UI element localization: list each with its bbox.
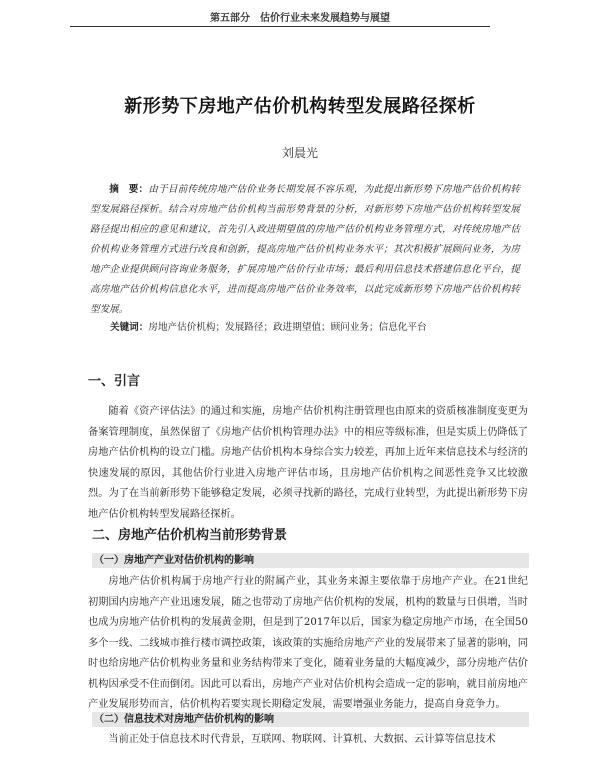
- article-title: 新形势下房地产估价机构转型发展路径探析: [124, 96, 476, 117]
- subsection-2-2-heading: （二）信息技术对房地产估价机构的影响: [92, 712, 529, 727]
- running-head: 第五部分 估价行业未来发展趋势与展望: [210, 13, 390, 24]
- keywords: [110, 318, 530, 338]
- abstract-text: 由于目前传统房地产估价业务长期发展不容乐观，为此提出新形势下房地产估价机构转型发展路径探析。结合对房地产估价机构当前形势背景的分析，对新形势下房地产估价机构转型发展路径提出相应的意见和建议，首先引入政进期望值的房地产估价机构业务管理方式，对传统房地产估价机构业务管理方式进行改良和创新，提高房地产估价机构业务水平；其次积极扩展顾问业务，为房地产企业提供顾问咨询业务服务，扩展房地产估价行业市场；最后利用信息技术搭建信息化平台，提高房地产估价机构信息化水平，进而提高房地产估价业务效率，以此完成新形势下房地产估价机构转型发展。: [90, 184, 521, 315]
- subsection-2-1-heading: （一）房地产产业对估价机构的影响: [92, 553, 529, 568]
- section-2-heading: 二、房地产估价机构当前形势背景: [92, 528, 288, 543]
- subsection-2-1-paragraph: 房地产估价机构属于房地产行业的附属产业，其业务来源主要依靠于房地产产业。在21世纪初期国内房地产产业迅速发展，随之也带动了房地产估价机构的发展，机构的数量与日俱增，当时也成为房地产估价机构的发展黄金期，但是到了2017年以后，国家为稳定房地产市场，在全国50多个一线、二线城市推行楼市调控政策，该政策的实施给房地产产业的发展带来了显著的影响，同时也给房地产估价机构业务量和业务结构带来了变化，随着业务量的大幅度减少，部分房地产估价机构因承受不住而倒闭。因此可以看出，房地产产业对估价机构会造成一定的影响，就目前房地产产业发展形势而言，估价机构若要实现长期稳定发展，需要增强业务能力，提高自身竞争力。: [88, 576, 528, 710]
- abstract-label: 摘 要：: [109, 184, 149, 195]
- section-1-paragraph: 随着《资产评估法》的通过和实施，房地产估价机构注册管理也由原来的资质核准制度变更为备案管理制度，虽然保留了《房地产估价机构管理办法》中的相应等级标准，但是实质上仍降低了房地产估价机构的设立门槛。房地产估价机构本身综合实力较差，再加上近年来信息技术与经济的快速发展的原因，其他估价行业进入房地产评估市场，且房地产估价机构之间恶性竞争又比较激烈。为了在当前新形势下能够稳定发展，必须寻找新的路径，完成行业转型，为此提出新形势下房地产估价机构转型发展路径探析。: [88, 406, 528, 520]
- article-author: 刘晨光: [281, 146, 318, 160]
- keywords-text: 房地产估价机构；发展路径；政进期望值；顾问业务；信息化平台: [148, 322, 427, 333]
- subsection-2-2-paragraph: 当前正处于信息技术时代背景，互联网、物联网、计算机、大数据、云计算等信息技术: [108, 734, 496, 745]
- header-rule: [70, 26, 490, 27]
- abstract: [90, 180, 520, 320]
- section-1-heading: 一、引言: [88, 374, 141, 389]
- keywords-label: 关键词：: [110, 322, 149, 333]
